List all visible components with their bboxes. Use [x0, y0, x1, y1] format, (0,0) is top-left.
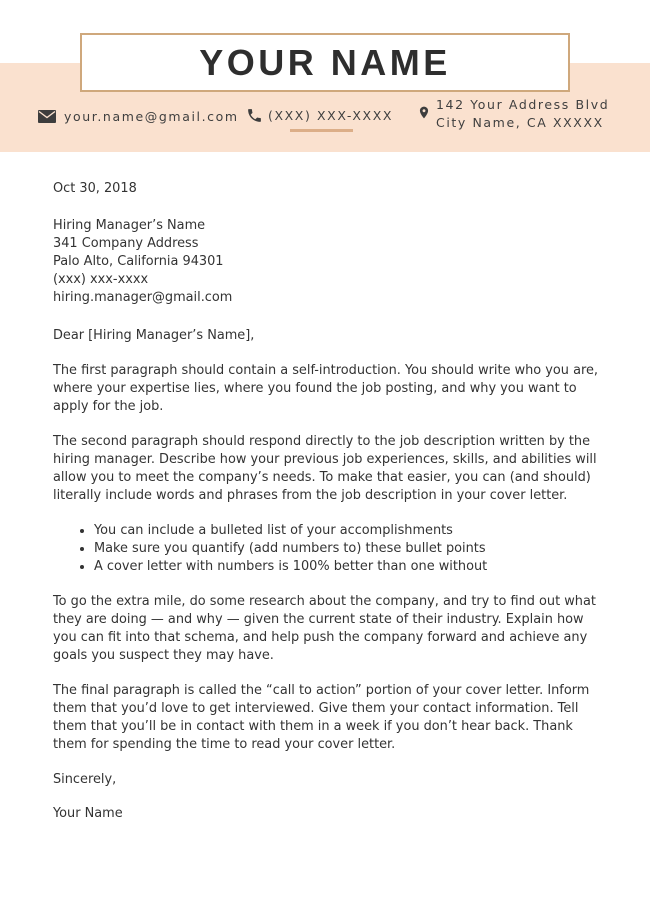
- signature: Your Name: [53, 806, 123, 821]
- salutation: Dear [Hiring Manager’s Name],: [53, 328, 255, 343]
- recipient-name: Hiring Manager’s Name: [53, 218, 206, 233]
- email-text: your.name@gmail.com: [64, 108, 239, 124]
- contact-email: [38, 106, 239, 126]
- envelope-icon: [38, 110, 56, 123]
- closing: Sincerely,: [53, 772, 117, 787]
- list-item: • You can include a bulleted list of your accomplishments: [94, 522, 606, 540]
- name-box: [80, 33, 570, 92]
- phone-underline-divider: [290, 129, 353, 132]
- paragraph-extra-mile: To go the extra mile, do some research about the company, and try to find out what they are doing — and why — given the current state of their industry. Explain how you can fit into that schema, and help push the company forward and achieve any goals you suspect they may have.: [53, 594, 596, 663]
- contact-phone: [246, 104, 393, 126]
- address-line-2: City Name, CA XXXXX: [436, 115, 604, 130]
- letter-body: [53, 180, 606, 823]
- phone-text: (XXX) XXX-XXXX: [268, 107, 394, 123]
- address-line-1: 142 Your Address Blvd: [436, 97, 610, 112]
- paragraph-call-to-action: The final paragraph is called the “call to action” portion of your cover letter. Inform them that you’d love to get interviewed. Give them your contact information. Tell them that you’ll be in contact with them in a week if you don’t hear back. Thank them for spending the time to read your cover letter.: [53, 683, 590, 752]
- paragraph-second: The second paragraph should respond directly to the job description written by the hiring manager. Describe how your previous job experiences, skills, and abilities will allow you to meet the company’s needs. To make that easier, you can (and should) literally include words and phrases from the job description in your cover letter.: [53, 434, 597, 503]
- phone-icon: [246, 107, 263, 124]
- letter-date: Oct 30, 2018: [53, 181, 137, 196]
- paragraph-intro: The first paragraph should contain a self-introduction. You should write who you are, where your expertise lies, where you found the job posting, and why you want to apply for the job.: [53, 363, 599, 414]
- recipient-phone: (xxx) xxx-xxxx: [53, 272, 149, 287]
- list-item: • Make sure you quantify (add numbers to) these bullet points: [94, 540, 606, 558]
- recipient-email: hiring.manager@gmail.com: [53, 290, 233, 305]
- recipient-block: [53, 217, 606, 307]
- page-title: YOUR NAME: [199, 41, 451, 83]
- list-item: • A cover letter with numbers is 100% better than one without: [94, 558, 606, 576]
- contact-address: [417, 96, 609, 132]
- location-pin-icon: [417, 103, 431, 122]
- recipient-street: 341 Company Address: [53, 236, 199, 251]
- accomplishments-list: [53, 522, 606, 576]
- recipient-city: Palo Alto, California 94301: [53, 254, 224, 269]
- address-lines: [436, 96, 609, 132]
